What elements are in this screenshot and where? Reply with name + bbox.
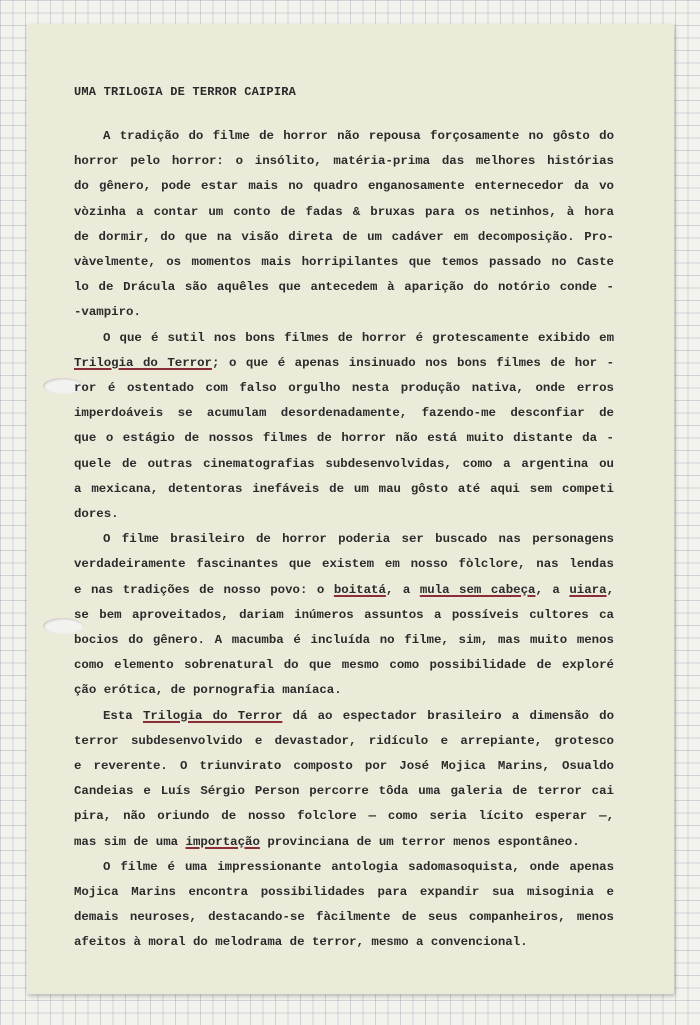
- text-line: horror pelo horror: o insólito, matéria-prima das melhores histórias: [74, 154, 614, 169]
- text-line: vòzinha a contar um conto de fadas & bruxas para os netinhos, à hora: [74, 204, 614, 219]
- text-line: O que é sutil nos bons filmes de horror é grotescamente exibido em: [103, 330, 614, 345]
- underlined-phrase: importação: [185, 834, 260, 849]
- text-line: imperdoáveis se acumulam desordenadamente, fazendo-me desconfiar de: [74, 406, 614, 421]
- underlined-phrase: Trilogia do Terror: [142, 708, 283, 723]
- text-line: Mojica Marins encontra possibilidades para expandir sua misoginia e: [74, 885, 614, 899]
- text-line: que o estágio de nossos filmes de horror não está muito distante da -: [74, 431, 614, 446]
- text-line: e reverente. O triunvirato composto por José Mojica Marins, Osualdo: [74, 759, 614, 773]
- underlined-phrase: boitatá: [333, 582, 386, 597]
- text-line: bocios do gênero. A macumba é incluída no filme, sim, mas muito menos: [74, 633, 614, 647]
- text-line: ror é ostentado com falso orgulho nesta produção nativa, onde erros: [74, 381, 614, 395]
- underlined-phrase: uiara: [569, 582, 607, 597]
- text-line: O filme brasileiro de horror poderia ser buscado nas personagens: [103, 532, 614, 547]
- text-line: mas sim de uma importação provinciana de um terror menos espontâneo.: [74, 834, 580, 849]
- text-line: verdadeiramente fascinantes que existem em nosso fòlclore, nas lendas: [74, 557, 614, 572]
- text-line: lo de Drácula são aquêles que antecedem à aparição do notório conde -: [74, 280, 614, 295]
- text-line: Trilogia do Terror; o que é apenas insinuado nos bons filmes de hor -: [74, 355, 615, 370]
- text-line: como elemento sobrenatural do que mesmo como possibilidade de exploré: [74, 658, 614, 673]
- underlined-phrase: mula sem cabeça: [419, 582, 536, 597]
- text-line: afeitos à moral do melodrama de terror, mesmo a convencional.: [74, 935, 528, 950]
- text-line: quele de outras cinematografias subdesenvolvidas, como a argentina ou: [74, 456, 614, 471]
- text-line: de dormir, do que na visão direta de um cadáver em decomposição. Pro-: [74, 229, 614, 244]
- text-line: terror subdesenvolvido e devastador, ridículo e arrepiante, grotesco: [74, 733, 614, 748]
- text-line: ção erótica, de pornografia maníaca.: [74, 683, 342, 698]
- text-line: se bem aproveitados, dariam inúmeros assuntos a possíveis cultores ca: [74, 607, 614, 622]
- text-line: vàvelmente, os momentos mais horripilantes que temos passado no Caste: [74, 255, 614, 269]
- text-line: a mexicana, detentoras inefáveis de um mau gôsto até aqui sem competi: [74, 481, 614, 496]
- text-line: O filme é uma impressionante antologia sadomasoquista, onde apenas: [103, 859, 614, 874]
- text-line: pira, não oriundo de nosso folclore — como seria lícito esperar —,: [74, 809, 614, 824]
- text-line: A tradição do filme de horror não repousa forçosamente no gôsto do: [103, 129, 614, 143]
- text-line: Candeias e Luís Sérgio Person percorre tôda uma galeria de terror cai: [74, 784, 614, 799]
- text-line: do gênero, pode estar mais no quadro enganosamente enternecedor da vo: [74, 179, 614, 194]
- text-line: demais neuroses, destacando-se fàcilmente de seus companheiros, menos: [74, 910, 614, 925]
- text-line: e nas tradições de nosso povo: o boitatá, a mula sem cabeça, a uiara,: [74, 582, 614, 597]
- text-line: dores.: [74, 507, 119, 521]
- text-line: Esta Trilogia do Terror dá ao espectador brasileiro a dimensão do: [103, 708, 615, 723]
- document-title: UMA TRILOGIA DE TERROR CAIPIRA: [74, 85, 297, 99]
- text-line: -vampiro.: [74, 305, 141, 320]
- underlined-phrase: Trilogia do Terror: [74, 355, 212, 370]
